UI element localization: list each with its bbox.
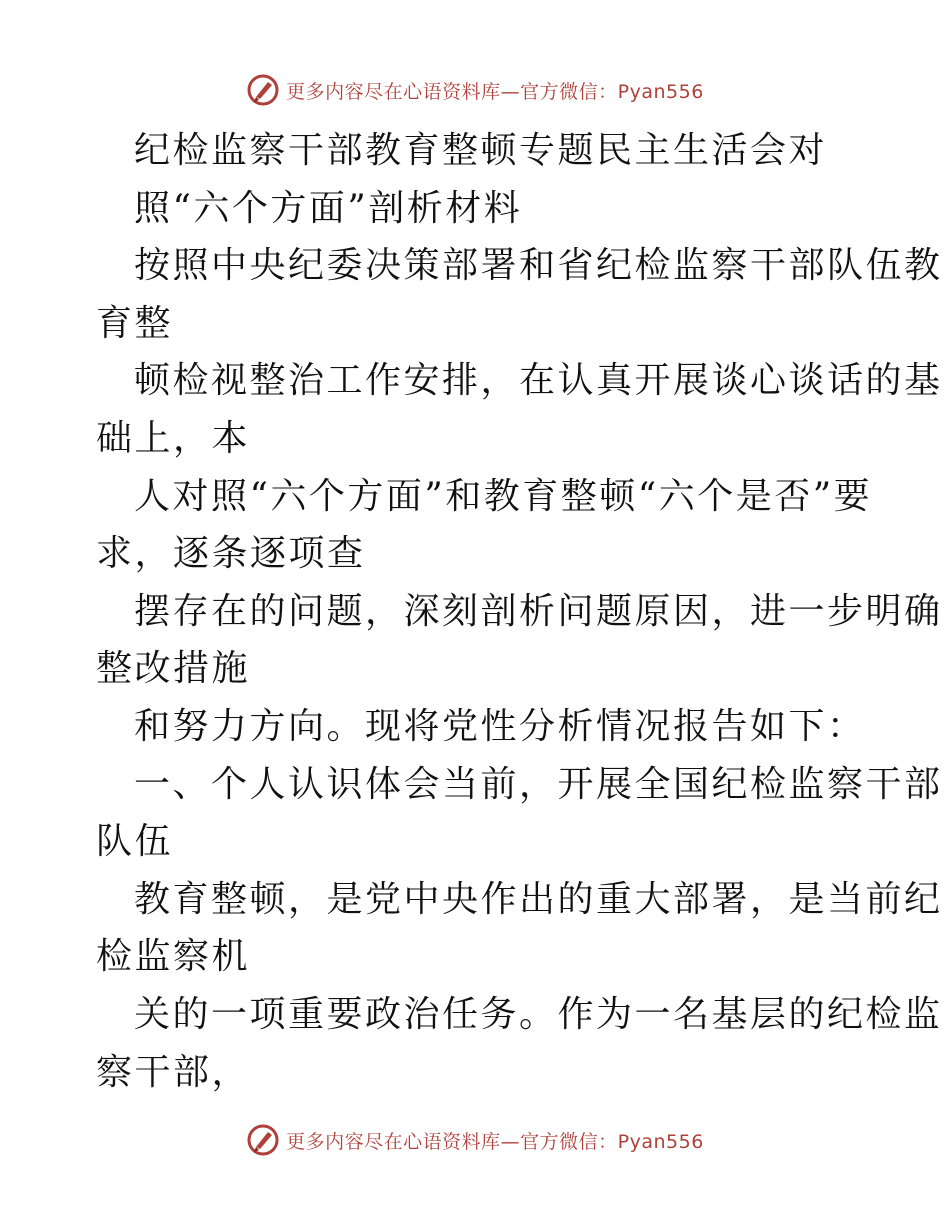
watermark-text: 更多内容尽在心语资料库—官方微信：Pyan556 xyxy=(286,80,704,103)
section-heading-line: 一、个人认识体会当前，开展全国纪检监察干部 xyxy=(134,763,943,805)
paragraph-line: 和努力方向。现将党性分析情况报告如下： xyxy=(134,705,866,747)
paragraph-line: 育整 xyxy=(96,302,174,344)
paragraph-line: 求，逐条逐项查 xyxy=(96,533,366,575)
pen-circle-logo-icon xyxy=(246,73,280,107)
paragraph-line: 检监察机 xyxy=(96,936,251,978)
paragraph-line: 察干部， xyxy=(96,1051,251,1093)
title-line-1: 纪检监察干部教育整顿专题民主生活会对 xyxy=(134,130,828,171)
paragraph-line: 教育整顿，是党中央作出的重大部署，是当前纪 xyxy=(134,878,943,920)
paragraph-line: 整改措施 xyxy=(96,648,251,690)
footer-watermark xyxy=(0,1120,950,1160)
watermark-text: 更多内容尽在心语资料库—官方微信：Pyan556 xyxy=(286,1130,704,1153)
pen-circle-logo-icon xyxy=(246,1123,280,1157)
paragraph-line: 队伍 xyxy=(96,821,174,863)
paragraph-line: 础上，本 xyxy=(96,417,251,459)
title-line-2: 照“六个方面”剖析材料 xyxy=(134,187,523,229)
document-body xyxy=(96,122,943,1101)
paragraph-line: 按照中央纪委决策部署和省纪检监察干部队伍教 xyxy=(134,245,943,287)
paragraph-line: 关的一项重要政治任务。作为一名基层的纪检监 xyxy=(134,993,943,1035)
paragraph-line: 人对照“六个方面”和教育整顿“六个是否”要 xyxy=(134,475,873,517)
paragraph-line: 摆存在的问题，深刻剖析问题原因，进一步明确 xyxy=(134,590,943,632)
header-watermark xyxy=(0,70,950,110)
paragraph-line: 顿检视整治工作安排，在认真开展谈心谈话的基 xyxy=(134,360,943,402)
